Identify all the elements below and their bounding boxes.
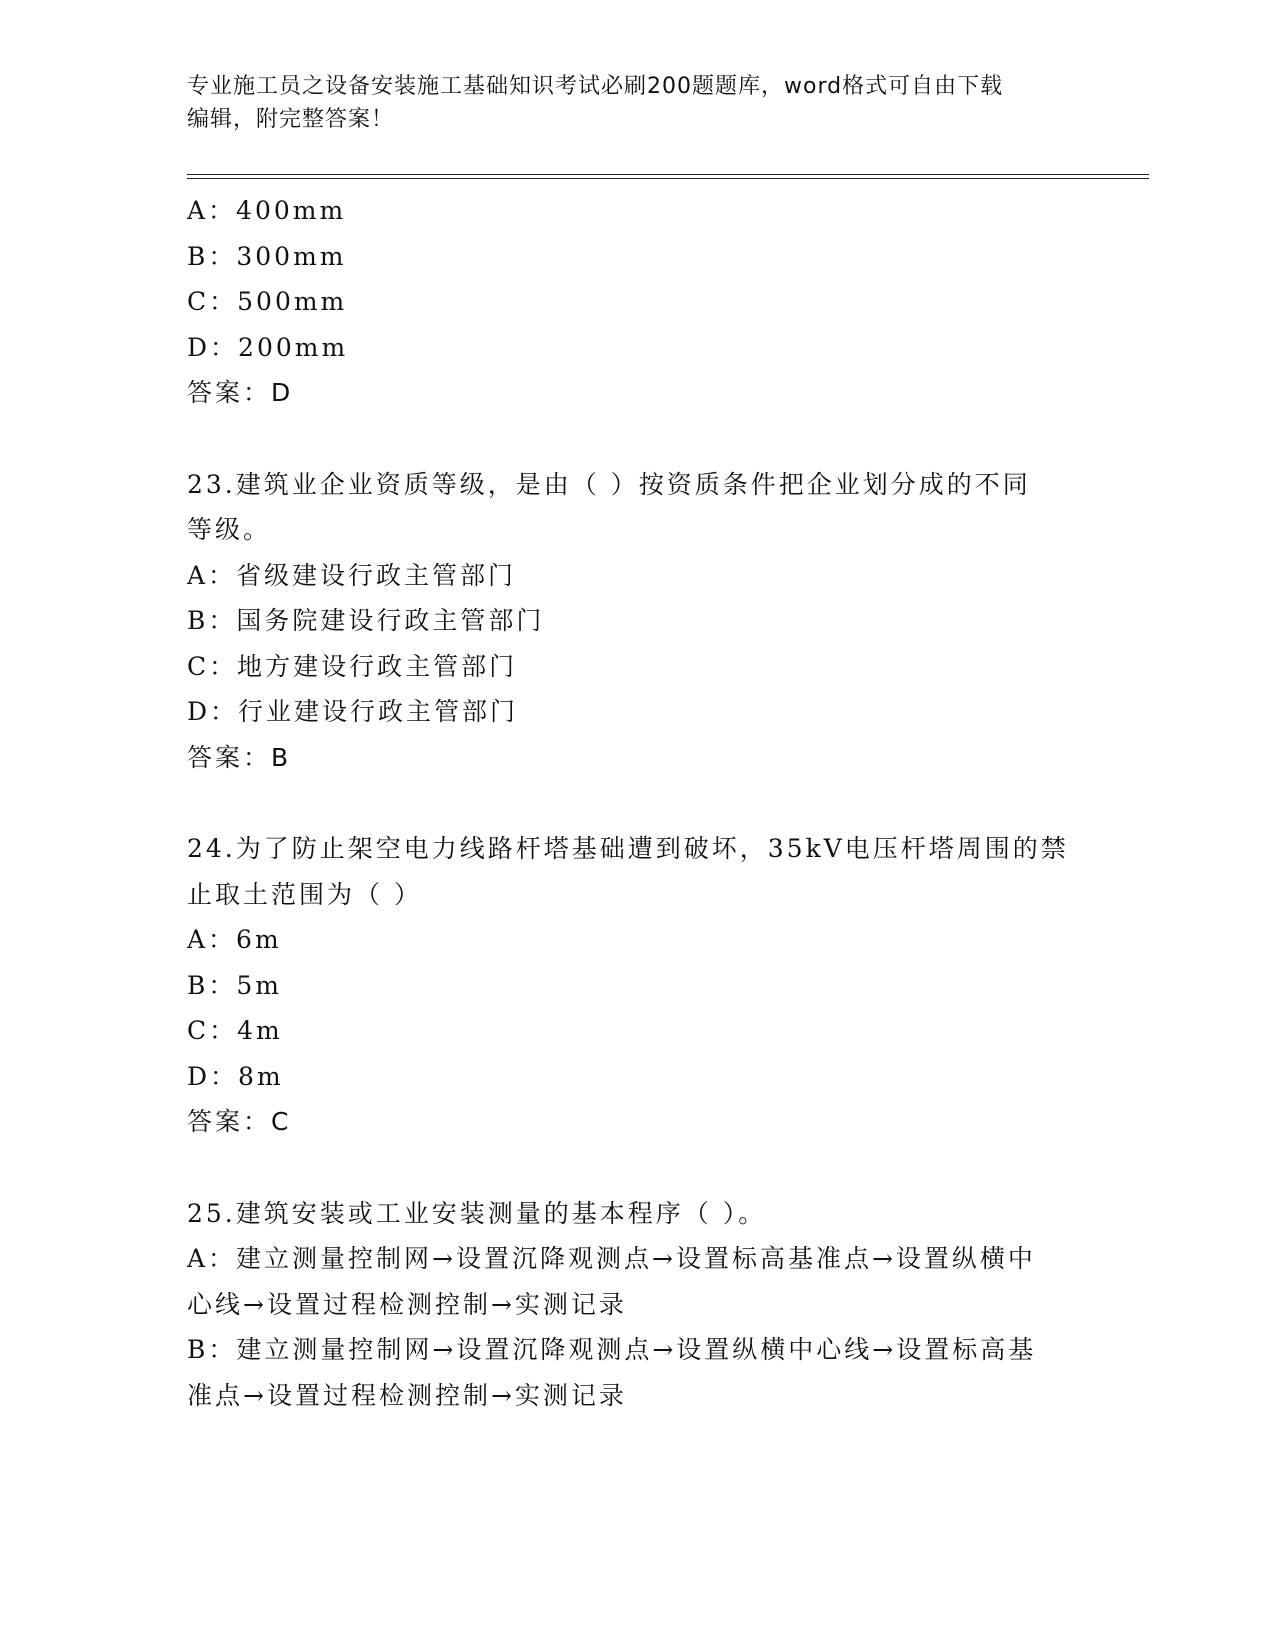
option-b: B：300mm bbox=[187, 241, 347, 271]
question-23 bbox=[187, 462, 1087, 781]
option-d: D：行业建设行政主管部门 bbox=[187, 697, 519, 726]
question-stem-line-2: 等级。 bbox=[187, 515, 272, 544]
option-a: A：6m bbox=[187, 925, 282, 954]
page-header bbox=[187, 70, 1067, 136]
answer: 答案：C bbox=[187, 1107, 292, 1136]
option-c: C：地方建设行政主管部门 bbox=[187, 651, 518, 681]
option-d: D：8m bbox=[187, 1061, 284, 1091]
spacer bbox=[187, 1145, 1087, 1191]
option-c: C：4m bbox=[187, 1016, 283, 1045]
option-b: B：国务院建设行政主管部门 bbox=[187, 606, 545, 635]
question-25 bbox=[187, 1191, 1087, 1419]
option-a-line-2: 心线→设置过程检测控制→实测记录 bbox=[187, 1289, 627, 1319]
option-b-line-2: 准点→设置过程检测控制→实测记录 bbox=[187, 1380, 627, 1410]
header-divider bbox=[187, 174, 1149, 179]
spacer bbox=[187, 780, 1087, 826]
spacer bbox=[187, 416, 1087, 462]
header-title-line-2: 编辑，附完整答案！ bbox=[187, 107, 395, 132]
option-a: A：400mm bbox=[187, 196, 347, 225]
option-b-line-1: B：建立测量控制网→设置沉降观测点→设置纵横中心线→设置标高基 bbox=[187, 1335, 1037, 1364]
question-22 bbox=[187, 188, 1087, 416]
question-stem-line-1: 25.建筑安装或工业安装测量的基本程序（ ）。 bbox=[187, 1198, 767, 1228]
question-stem-line-1: 24.为了防止架空电力线路杆塔基础遭到破坏，35kV电压杆塔周围的禁 bbox=[187, 834, 1069, 863]
answer: 答案：D bbox=[187, 378, 294, 407]
option-a: A：省级建设行政主管部门 bbox=[187, 560, 517, 590]
option-b: B：5m bbox=[187, 970, 282, 1000]
question-stem-line-1: 23.建筑业企业资质等级，是由（ ）按资质条件把企业划分成的不同 bbox=[187, 469, 1031, 499]
question-content bbox=[187, 188, 1087, 1418]
question-24 bbox=[187, 826, 1087, 1145]
answer: 答案：B bbox=[187, 742, 292, 772]
option-c: C：500mm bbox=[187, 287, 348, 316]
option-a-line-1: A：建立测量控制网→设置沉降观测点→设置标高基准点→设置纵横中 bbox=[187, 1244, 1036, 1273]
header-title-line-1: 专业施工员之设备安装施工基础知识考试必刷200题题库，word格式可自由下载 bbox=[187, 74, 1004, 99]
option-d: D：200mm bbox=[187, 332, 349, 362]
question-stem-line-2: 止取土范围为（ ） bbox=[187, 879, 422, 909]
